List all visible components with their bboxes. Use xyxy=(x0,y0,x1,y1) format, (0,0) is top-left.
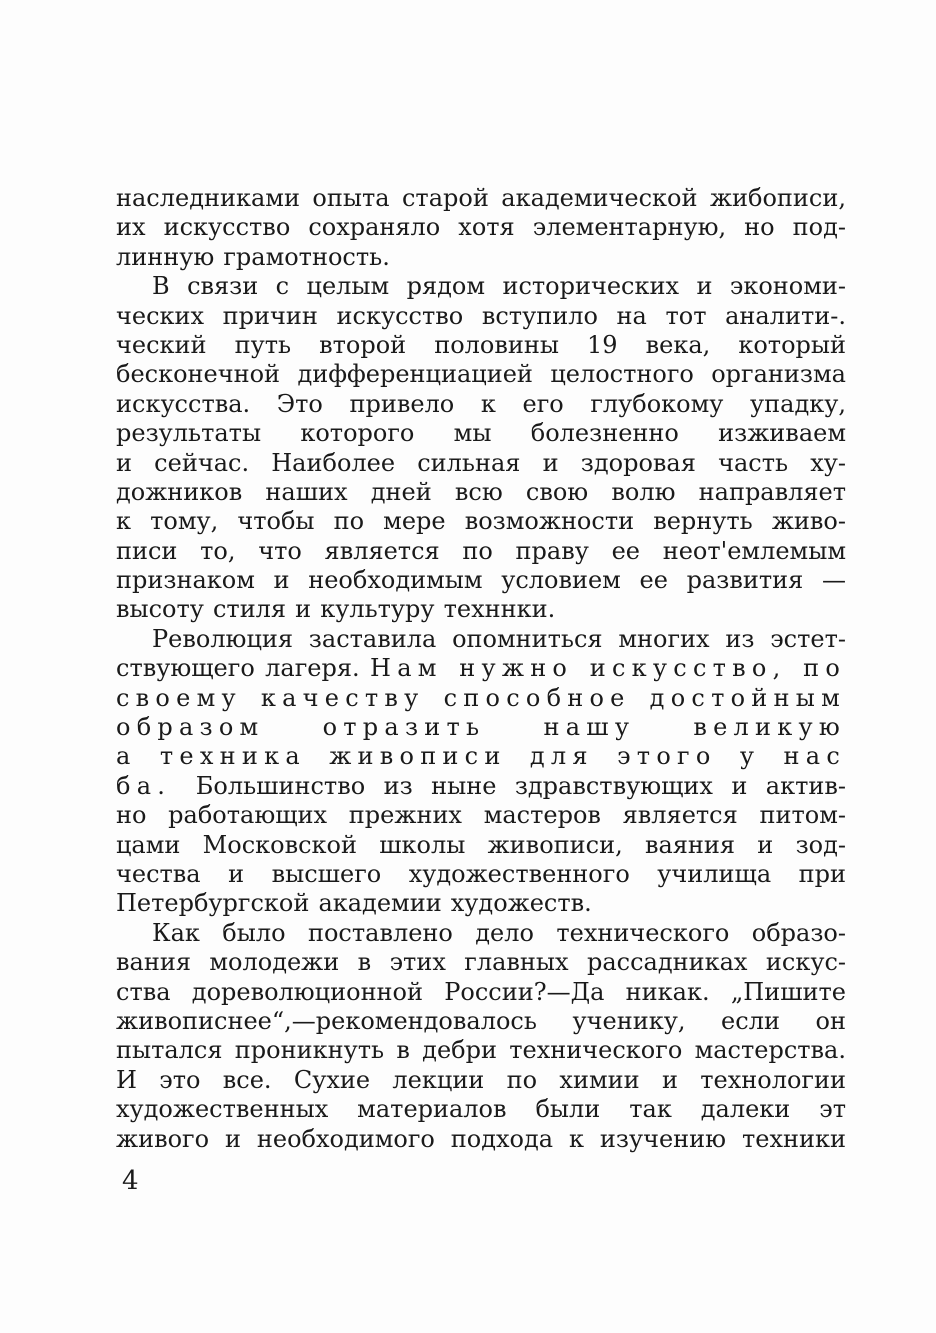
text-segment: цами Московской школы живописи, ваяния и зод- xyxy=(116,830,846,859)
page-text xyxy=(116,184,846,1154)
text-line xyxy=(116,948,846,977)
emphasized-text-segment: Нам нужно искусство, по xyxy=(370,654,846,683)
text-segment: живописнее“,—рекомендовалось ученику, если он xyxy=(116,1006,846,1035)
text-line xyxy=(116,889,846,918)
text-line xyxy=(116,243,846,272)
text-segment: вания молодежи в этих главных рассадниках искус- xyxy=(116,948,846,977)
text-line xyxy=(116,419,846,448)
text-segment: ческий путь второй половины 19 века, который xyxy=(116,330,846,359)
text-line xyxy=(116,566,846,595)
text-segment: наследниками опыта старой академической жибописи, xyxy=(116,184,846,212)
text-segment: бесконечной дифференциацией целостного организма xyxy=(116,360,846,389)
text-segment: линную грамотность. xyxy=(116,242,390,271)
emphasized-text-segment: а техника живописи для этого у нас xyxy=(116,742,846,771)
text-segment: Как было поставлено дело технического образо- xyxy=(152,918,846,947)
emphasized-text-segment: своему качеству способное достойным xyxy=(116,683,846,712)
text-line xyxy=(116,1125,846,1154)
text-line xyxy=(116,684,846,713)
text-segment: ства дореволюционной России?—Да никак. „Пишите xyxy=(116,977,846,1006)
text-line xyxy=(116,213,846,242)
text-line xyxy=(116,1066,846,1095)
text-line xyxy=(116,742,846,771)
text-segment: художественных материалов были так далеки эт xyxy=(116,1095,846,1124)
text-segment: признаком и необходимым условием ее развития — xyxy=(116,566,846,595)
text-segment: Революция заставила опомниться многих из эстет- xyxy=(152,624,846,653)
text-segment: чества и высшего художественного училища при xyxy=(116,859,846,888)
text-line xyxy=(116,1007,846,1036)
text-line xyxy=(116,860,846,889)
text-line xyxy=(116,390,846,419)
text-segment: живого и необходимого подхода к изучению техники xyxy=(116,1124,846,1153)
text-line xyxy=(116,449,846,478)
text-line xyxy=(116,831,846,860)
text-segment: И это все. Сухие лекции по химии и технологии xyxy=(116,1065,846,1094)
text-segment: и сейчас. Наиболее сильная и здоровая часть ху- xyxy=(116,448,846,477)
text-line xyxy=(116,978,846,1007)
text-line xyxy=(116,272,846,301)
text-line xyxy=(116,537,846,566)
text-segment: высоту стиля и культуру техннки. xyxy=(116,595,556,624)
text-segment: результаты которого мы болезненно изживаем xyxy=(116,419,846,448)
text-line xyxy=(116,507,846,536)
text-line xyxy=(116,625,846,654)
text-segment: но работающих прежних мастеров является питом- xyxy=(116,801,846,830)
text-line xyxy=(116,1095,846,1124)
text-line xyxy=(116,713,846,742)
text-segment: Большинство из ныне здравствующих и актив- xyxy=(195,771,846,800)
text-line xyxy=(116,595,846,624)
text-segment: искусства. Это привело к его глубокому упадку, xyxy=(116,389,846,418)
text-line xyxy=(116,478,846,507)
text-segment: дожников наших дней всю свою волю направляет xyxy=(116,477,846,506)
page-number: 4 xyxy=(122,1166,139,1196)
emphasized-text-segment: ба. xyxy=(116,771,196,800)
text-line xyxy=(116,302,846,331)
text-line xyxy=(116,184,846,213)
emphasized-text-segment: образом отразить нашу великую xyxy=(116,713,846,742)
text-line xyxy=(116,331,846,360)
text-segment: ческих причин искусство вступило на тот аналити-. xyxy=(116,301,846,330)
text-segment: к тому, чтобы по мере возможности вернуть живо- xyxy=(116,507,846,536)
text-line xyxy=(116,919,846,948)
text-line xyxy=(116,654,846,683)
text-segment: В связи с целым рядом исторических и экономи- xyxy=(152,272,846,301)
text-line xyxy=(116,772,846,801)
text-line xyxy=(116,360,846,389)
text-segment: писи то, что является по праву ее неот'емлемым xyxy=(116,536,846,565)
text-segment: пытался проникнуть в дебри технического мастерства. xyxy=(116,1036,846,1065)
text-line xyxy=(116,801,846,830)
text-line xyxy=(116,1036,846,1065)
text-segment: Петербургской академии художеств. xyxy=(116,889,592,918)
text-segment: их искусство сохраняло хотя элементарную, но под- xyxy=(116,213,846,242)
text-segment: ствующего лагеря. xyxy=(116,654,371,683)
